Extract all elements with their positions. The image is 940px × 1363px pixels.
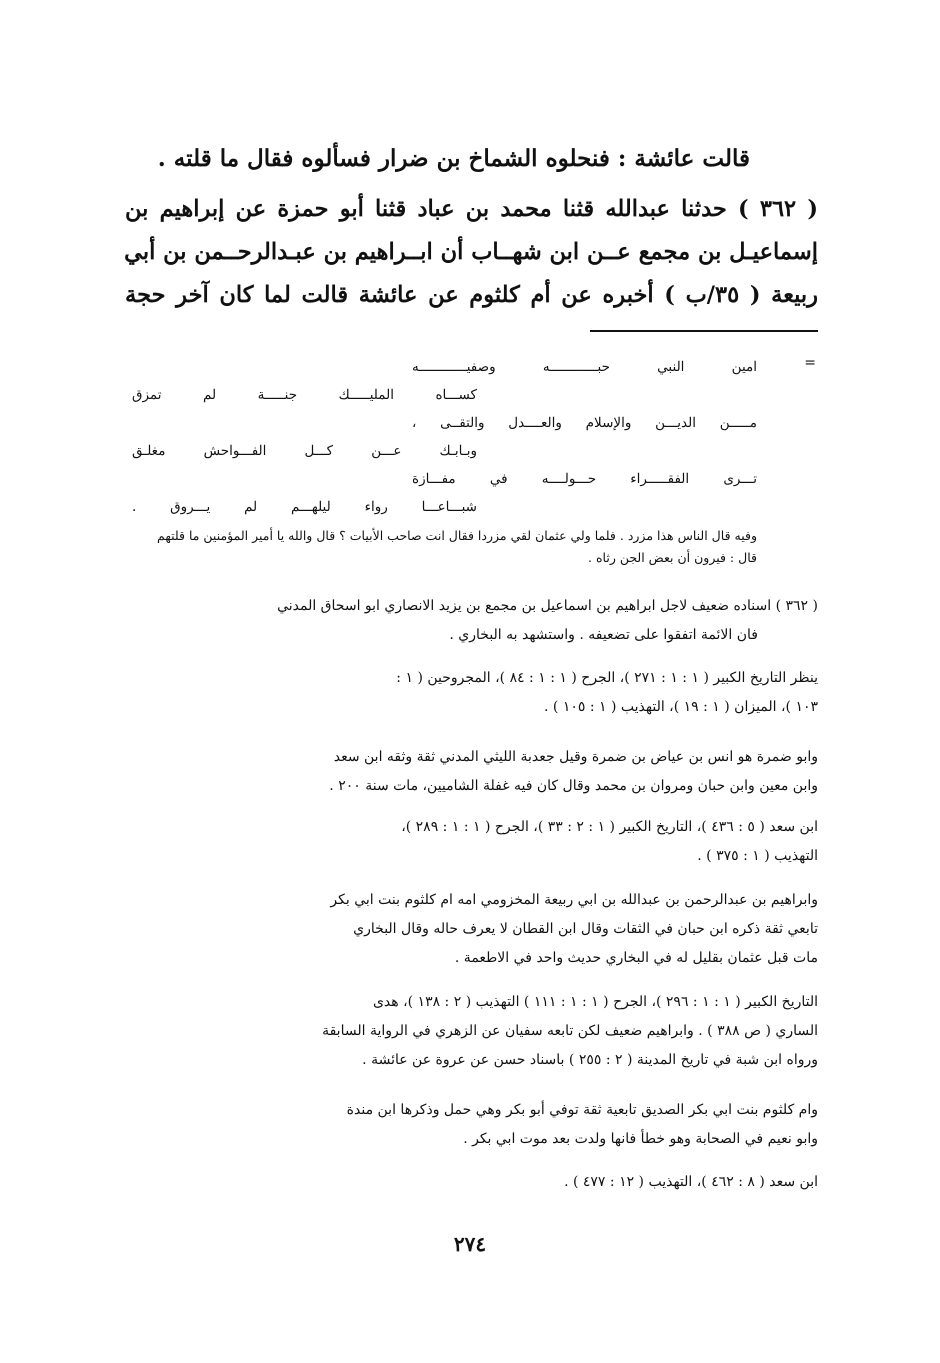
poem-note-line: وفيه قال الناس هذا مزرد . فلما ولي عثمان لقي مزردا فقال انت صاحب الأبيات ؟ قال والله يا أمير المؤمنين ما قلتهم <box>157 528 757 543</box>
commentary-line: تابعي ثقة ذكره ابن حبان في الثقات وقال ابن القطان لا يعرف حاله وقال البخاري <box>353 921 818 937</box>
commentary-line: وابو ضمرة هو انس بن عياض بن ضمرة وقيل جعدبة الليثي المدني ثقة وثقه ابن سعد <box>333 749 818 765</box>
commentary-line: ابن سعد ( ٥ : ٤٣٦ )، التاريخ الكبير ( ١ : ٢ : ٣٣ )، الجرح ( ١ : ١ : ٢٨٩ )، <box>401 819 818 835</box>
hadith-line: ربيعة ( ٣٥/ب ) أخبره عن أم كلثوم عن عائشة قالت لما كان آخر حجة <box>125 282 819 308</box>
poem-note <box>128 525 757 569</box>
commentary-line: ينظر التاريخ الكبير ( ١ : ١ : ٢٧١ )، الجرح ( ١ : ١ : ٨٤ )، المجروحين ( ١ : <box>396 670 818 686</box>
commentary-line: ( ٣٦٢ ) اسناده ضعيف لاجل ابراهيم بن اسماعيل بن مجمع بن يزيد الانصاري ابو اسحاق المدني <box>277 598 818 614</box>
commentary-line: وابن معين وابن حبان ومروان بن محمد وقال كان فيه غفلة الشاميين، مات سنة ٢٠٠ . <box>329 778 818 794</box>
commentary-line: التاريخ الكبير ( ١ : ١ : ٢٩٦ )، الجرح ( ١ : ١ : ١١١ ) التهذيب ( ٢ : ١٣٨ )، هدى <box>372 994 818 1010</box>
commentary-line: وام كلثوم بنت ابي بكر الصديق تابعية ثقة توفي أبو بكر وهي حمل وذكرها ابن مندة <box>346 1102 818 1118</box>
commentary-line: ابن سعد ( ٨ : ٤٦٢ )، التهذيب ( ١٢ : ٤٧٧ ) . <box>564 1174 818 1190</box>
hadith-line: ( ٣٦٢ ) حدثنا عبدالله قثنا محمد بن عباد قثنا أبو حمزة عن إبراهيم بن <box>125 196 818 222</box>
poem-footnote <box>130 353 757 521</box>
hadith-line: إسماعيـل بن مجمع عــن ابن شهــاب أن ابــراهيم بن عبـدالرحــمن بن أبي <box>124 239 818 265</box>
poem-verse: مـــــن الديـــن والإسلام والعــــدل والتقــى ، <box>412 415 757 431</box>
commentary-line: فان الائمة اتفقوا على تضعيفه . واستشهد به البخاري . <box>449 627 758 643</box>
commentary-line: وابراهيم بن عبدالرحمن بن عبدالله بن ابي ربيعة المخزومي امه ام كلثوم بنت ابي بكر <box>330 892 818 908</box>
poem-verse: شبـــاعـــا رواء ليلهـــم لم يـــروق . <box>132 499 477 515</box>
commentary-line: التهذيب ( ١ : ٣٧٥ ) . <box>697 848 818 864</box>
poem-verse: وبـابـك عـــن كـــل الفـــواحش مغلـق <box>132 443 477 459</box>
commentary-line: ورواه ابن شبة في تاريخ المدينة ( ٢ : ٢٥٥ ) باسناد حسن عن عروة عن عائشة . <box>362 1052 818 1068</box>
commentary-line: ١٠٣ )، الميزان ( ١ : ١٩ )، التهذيب ( ١ : ١٠٥ ) . <box>544 699 818 715</box>
commentary-line: وابو نعيم في الصحابة وهو خطأ فانها ولدت بعد موت ابي بكر . <box>463 1131 818 1147</box>
hadith-text <box>125 188 818 317</box>
footnote-separator <box>590 330 818 332</box>
header-line: قالت عائشة : فنحلوه الشماخ بن ضرار فسألوه فقال ما قلته . <box>157 145 750 172</box>
commentary-line: الساري ( ص ٣٨٨ ) . وابراهيم ضعيف لكن تابعه سفيان عن الزهري في الرواية السابقة <box>322 1023 818 1039</box>
poem-verse: تـــرى الفقـــــراء حـــولــــه في مفـــازة <box>412 471 757 487</box>
footnote-continuation-marker: = <box>804 355 816 371</box>
poem-verse: كســـاه المليـــــك جنـــــة لم تمزق <box>132 387 477 403</box>
commentary-line: مات قبل عثمان بقليل له في البخاري حديث واحد في الاطعمة . <box>454 950 818 966</box>
page-number: ٢٧٤ <box>453 1232 487 1256</box>
poem-note-line: قال : فيرون أن بعض الجن رثاه . <box>588 550 757 565</box>
poem-verse: امين النبي حبــــــــــــه وصفيــــــــــــه <box>412 359 757 375</box>
